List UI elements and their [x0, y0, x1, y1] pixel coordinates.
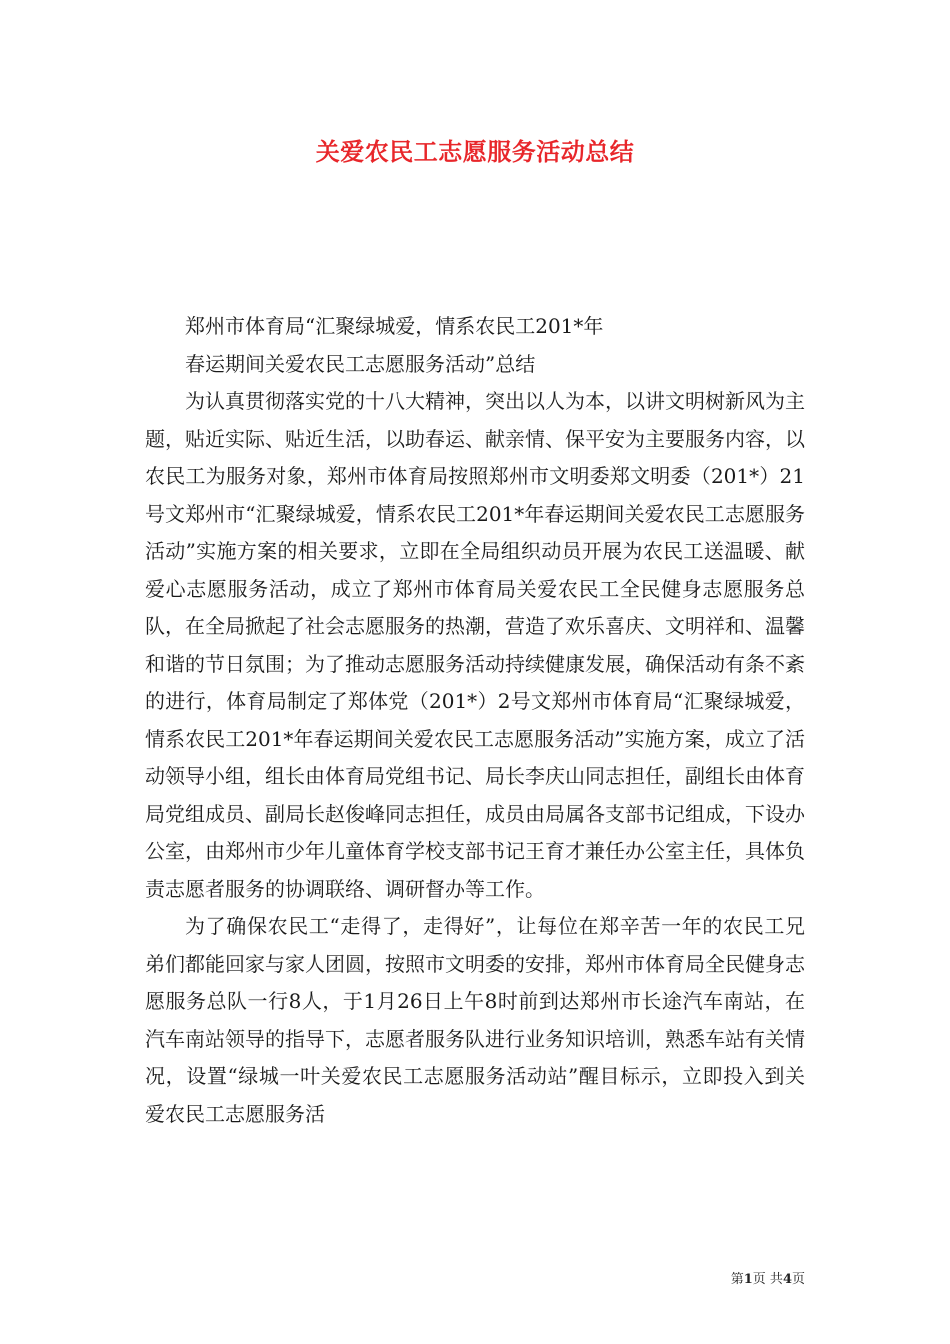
- paragraph-1: 为认真贯彻落实党的十八大精神，突出以人为本，以讲文明树新风为主题，贴近实际、贴近生活，以助春运、献亲情、保平安为主要服务内容，以农民工为服务对象，郑州市体育局按照郑州市文明委郑文明委（201*）21号文郑州市“汇聚绿城爱，情系农民工201*年春运期间关爱农民工志愿服务活动”实施方案的相关要求，立即在全局组织动员开展为农民工送温暖、献爱心志愿服务活动，成立了郑州市体育局关爱农民工全民健身志愿服务总队，在全局掀起了社会志愿服务的热潮，营造了欢乐喜庆、文明祥和、温馨和谐的节日氛围；为了推动志愿服务活动持续健康发展，确保活动有条不紊的进行，体育局制定了郑体党（201*）2号文郑州市体育局“汇聚绿城爱，情系农民工201*年春运期间关爱农民工志愿服务活动”实施方案，成立了活动领导小组，组长由体育局党组书记、局长李庆山同志担任，副组长由体育局党组成员、副局长赵俊峰同志担任，成员由局属各支部书记组成，下设办公室，由郑州市少年儿童体育学校支部书记王育才兼任办公室主任，具体负责志愿者服务的协调联络、调研督办等工作。: [145, 389, 805, 901]
- page-footer: [731, 1268, 805, 1287]
- footer-prefix: 第: [730, 1272, 744, 1287]
- footer-total-pages: 4: [782, 1272, 792, 1287]
- subtitle-line-1: 郑州市体育局“汇聚绿城爱，情系农民工201*年: [185, 314, 604, 338]
- footer-current-page: 1: [743, 1272, 753, 1287]
- page-title: 关爱农民工志愿服务活动总结: [315, 137, 635, 166]
- footer-suffix: 页: [791, 1272, 805, 1287]
- paragraph-2: 为了确保农民工“走得了，走得好”，让每位在郑辛苦一年的农民工兄弟们都能回家与家人团圆，按照市文明委的安排，郑州市体育局全民健身志愿服务总队一行8人，于1月26日上午8时前到达郑州市长途汽车南站，在汽车南站领导的指导下，志愿者服务队进行业务知识培训，熟悉车站有关情况，设置“绿城一叶关爱农民工志愿服务活动站”醒目标示，立即投入到关爱农民工志愿服务活: [145, 914, 805, 1126]
- subtitle-line-2: 春运期间关爱农民工志愿服务活动”总结: [185, 351, 536, 376]
- document-body: [145, 308, 805, 1133]
- footer-middle: 页 共: [752, 1272, 783, 1287]
